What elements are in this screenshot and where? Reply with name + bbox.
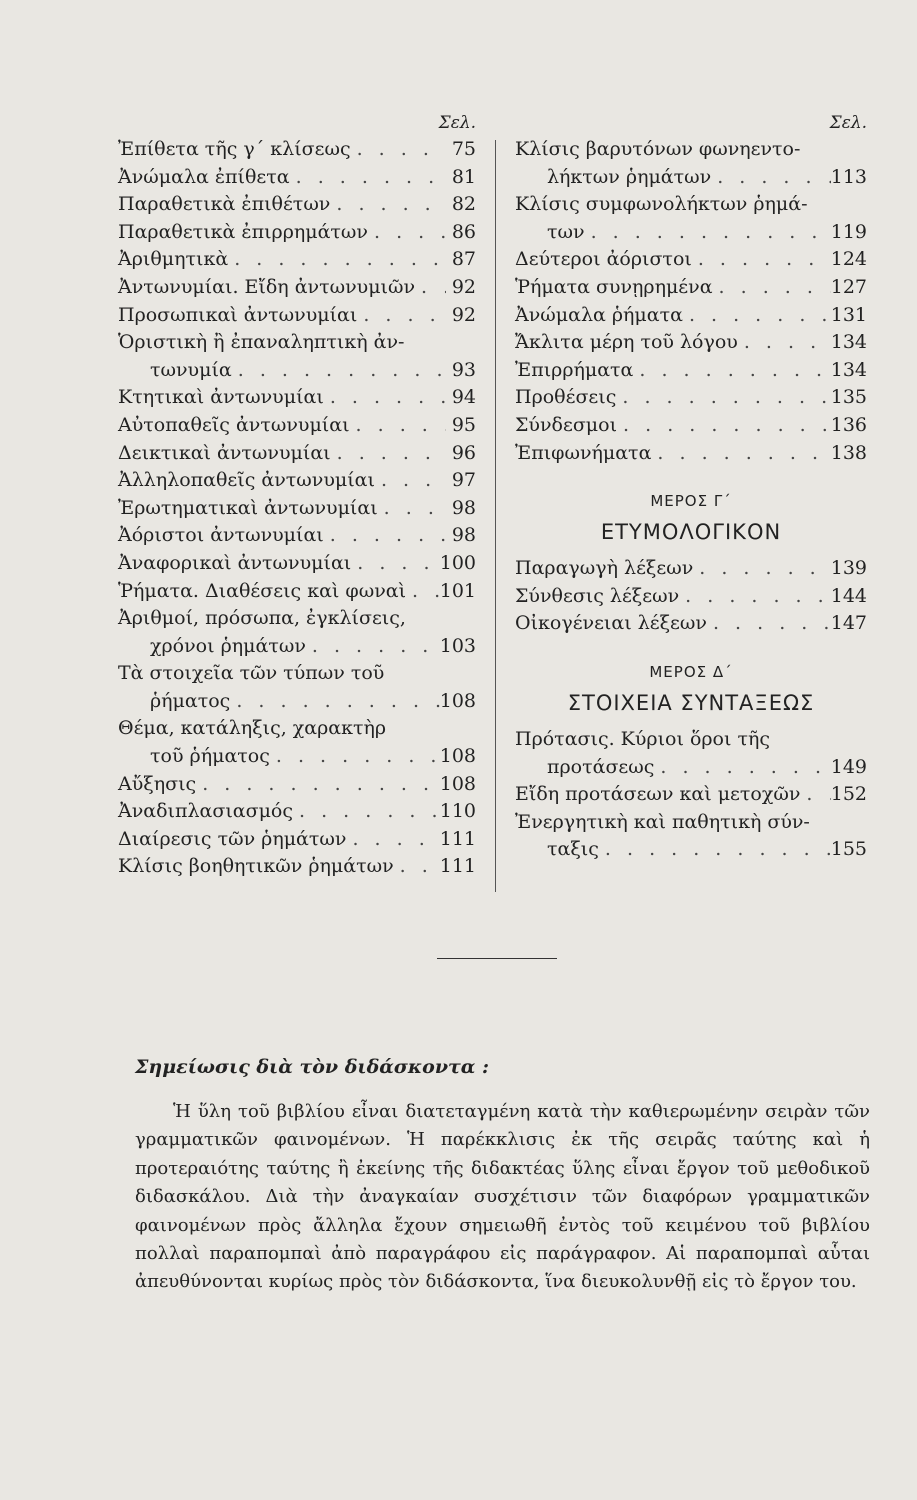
toc-entry-title: Ἐνεργητικὴ καὶ παθητικὴ σύν- [515,810,810,833]
section-name: ΣΤΟΙΧΕΙΑ ΣΥΝΤΑΞΕΩΣ [567,690,815,715]
toc-entry [515,440,867,468]
toc-entry-title: Ὁριστικὴ ἢ ἐπαναληπτικὴ ἀν- [118,331,405,354]
toc-page-number: 98 [451,524,476,547]
section-part-d [515,658,867,720]
toc-entry [118,329,476,384]
toc-entry [118,384,476,412]
dot-leader [351,136,446,164]
toc-page-number: 127 [830,275,867,298]
toc-entry-title: Παραγωγὴ λέξεων [515,557,694,580]
toc-entry [118,826,476,854]
dot-leader [324,384,446,412]
page-column-header: Σελ. [829,113,867,133]
toc-entry-title: Δεύτεροι ἀόριστοι [515,248,692,271]
toc-page-number: 75 [451,138,476,160]
toc-entry-title: Ἐπιφωνήματα [515,441,652,464]
toc-entry-title: Ἀριθμητικὰ [118,248,229,271]
toc-page-number: 92 [451,275,476,298]
dot-leader [228,246,446,274]
toc-entry-title: λήκτων ῥημάτων [547,165,712,188]
toc-page-number: 108 [439,772,476,795]
toc-entry [515,274,867,302]
toc-page-number: 136 [830,413,867,436]
toc-entry [118,660,476,715]
toc-page-number: 152 [830,783,867,806]
toc-entry [118,578,476,606]
toc-page-number: 92 [451,303,476,326]
toc-page-number: 131 [830,303,867,326]
toc-page-number: 82 [451,193,476,216]
dot-leader [346,826,439,854]
toc-page-number: 147 [830,612,867,635]
toc-entry-title: Αὔξησις [118,772,197,795]
dot-leader [616,384,830,412]
toc-entry [515,302,867,330]
toc-entry [118,136,476,164]
toc-page-number: 97 [451,469,476,492]
dot-leader [692,246,831,274]
toc-page-number: 144 [830,584,867,607]
toc-entry-title: Τὰ στοιχεῖα τῶν τύπων τοῦ [118,662,385,685]
toc-page-number: 111 [439,855,476,878]
section-name: ΕΤΥΜΟΛΟΓΙΚΟΝ [600,520,782,545]
toc-entry-title: ταξις [547,838,599,861]
toc-page-number: 103 [439,634,476,657]
toc-page-number: 119 [830,220,867,243]
dot-leader [683,302,831,330]
toc-entry-title: Θέμα, κατάληξις, χαρακτὴρ [118,717,387,740]
toc-page-number: 93 [451,358,476,381]
toc-page-number: 110 [439,800,476,823]
dot-leader [800,781,830,809]
toc-entry [118,302,476,330]
toc-entry [515,329,867,357]
toc-entry-title: Ἐπίθετα τῆς γ΄ κλίσεως [118,138,351,160]
toc-page-number: 100 [439,551,476,574]
section-title: ΜΕΡΟΣ Γ΄ [650,492,732,511]
dot-leader [350,412,446,440]
toc-entry [118,550,476,578]
toc-list [118,136,476,881]
toc-list [515,555,867,638]
toc-page-number: 124 [830,248,867,271]
toc-page-number: 87 [451,248,476,271]
toc-page-number: 134 [830,358,867,381]
toc-entry-title: Ῥήματα συνῃρημένα [515,275,713,298]
dot-leader [654,754,830,782]
toc-entry [118,853,476,881]
toc-entry [515,357,867,385]
toc-entry-title: χρόνοι ῥημάτων [150,634,306,657]
dot-leader [232,357,446,385]
dot-leader [293,798,440,826]
toc-entry [118,798,476,826]
dot-leader [378,495,446,523]
dot-leader [713,274,831,302]
toc-entry [515,781,867,809]
toc-entry [118,715,476,770]
column-divider [495,140,496,892]
toc-entry-title: Προσωπικαὶ ἀντωνυμίαι [118,303,358,326]
section-part-c [515,487,867,549]
dot-leader [324,522,446,550]
toc-entry-title: Σύνθεσις λέξεων [515,584,680,607]
toc-page-number: 94 [451,386,476,409]
toc-entry-title: Προθέσεις [515,386,617,409]
toc-entry [118,219,476,247]
toc-page-number: 113 [830,165,867,188]
toc-entry-title: Διαίρεσις τῶν ῥημάτων [118,827,347,850]
toc-entry [118,274,476,302]
toc-entry-title: Ἀναδιπλασιασμός [118,800,293,823]
dot-leader [651,440,830,468]
dot-leader [270,743,440,771]
dot-leader [599,836,831,864]
toc-page-number: 134 [830,331,867,354]
toc-entry-title: τωνυμία [150,358,232,381]
toc-entry-title: Κλίσις βοηθητικῶν ῥημάτων [118,855,394,878]
toc-entry-title: Παραθετικὰ ἐπιρρημάτων [118,220,368,243]
toc-entry-title: Κλίσις βαρυτόνων φωνηεντο- [515,138,801,160]
dot-leader [415,274,446,302]
toc-entry [118,246,476,274]
dot-leader [230,688,439,716]
dot-leader [290,164,446,192]
toc-entry [118,467,476,495]
toc-entry-title: Οἰκογένειαι λέξεων [515,612,707,635]
toc-entry [515,555,867,583]
toc-entry-title: ῥήματος [150,689,231,712]
toc-entry-title: Ἀλληλοπαθεῖς ἀντωνυμίαι [118,469,375,492]
toc-entry [118,412,476,440]
toc-right-column [515,110,867,864]
toc-entry-title: Πρότασις. Κύριοι ὅροι τῆς [515,727,771,750]
dot-leader [368,219,446,247]
section-title: ΜΕΡΟΣ Δ΄ [649,662,733,681]
toc-page-number: 149 [830,755,867,778]
toc-entry-title: Ἀριθμοί, πρόσωπα, ἐγκλίσεις, [118,607,406,630]
toc-page-number: 139 [830,557,867,580]
toc-entry-title: Κτητικαὶ ἀντωνυμίαι [118,386,324,409]
dot-leader [738,329,831,357]
toc-entry [118,164,476,192]
dot-leader [196,771,440,799]
dot-leader [357,302,446,330]
dot-leader [406,578,440,606]
toc-entry [118,191,476,219]
toc-page-number: 96 [451,441,476,464]
toc-page-number: 101 [439,579,476,602]
toc-entry-title: Ἐρωτηματικαὶ ἀντωνυμίαι [118,496,378,519]
toc-entry [118,495,476,523]
toc-entry-title: Παραθετικὰ ἐπιθέτων [118,193,331,216]
toc-entry-title: Δεικτικαὶ ἀντωνυμίαι [118,441,331,464]
dot-leader [693,555,830,583]
toc-entry [515,809,867,864]
toc-entry-title: Ἀναφορικαὶ ἀντωνυμίαι [118,551,352,574]
toc-entry [118,522,476,550]
toc-page-number: 155 [830,838,867,861]
toc-list [515,136,867,467]
toc-page-number: 95 [451,413,476,436]
toc-entry [515,726,867,781]
page-column-header: Σελ. [438,113,476,133]
toc-entry-title: Ἀνώμαλα ῥήματα [515,303,683,326]
toc-entry-title: των [547,220,585,243]
dot-leader [711,164,831,192]
toc-entry [515,246,867,274]
toc-entry-title: Σύνδεσμοι [515,413,618,436]
toc-entry-title: τοῦ ῥήματος [150,745,270,768]
toc-entry [515,583,867,611]
toc-entry-title: Ῥήματα. Διαθέσεις καὶ φωναὶ [118,579,407,602]
note-paragraph: Ἡ ὕλη τοῦ βιβλίου εἶναι διατεταγμένη κατὰ τὴν καθιερωμένην σειρὰν τῶν γραμματικῶν φαινομένων. Ἡ παρέκκλισις ἐκ τῆς σειρᾶς ταύτης καὶ ἡ προτεραιότης ταύτης ἢ ἐκείνης τῆς διδακτέας ὕλης εἶναι ἔργον τοῦ μεθοδικοῦ διδασκάλου. Διὰ τὴν ἀναγκαίαν συσχέτισιν τῶν διαφόρων γραμματικῶν φαινομένων πρὸς ἄλληλα ἔχουν σημειωθῆ ἐντὸς τοῦ κειμένου τοῦ βιβλίου πολλαὶ παραπομπαὶ ἀπὸ παραγράφου εἰς παράγραφον. Αἱ παραπομπαὶ αὗται ἀπευθύνονται κυρίως πρὸς τὸν διδάσκοντα, ἵνα διευκολυνθῇ εἰς τὸ ἔργον του. [135,1101,870,1293]
dot-leader [679,583,831,611]
toc-entry [515,610,867,638]
toc-entry [118,440,476,468]
dot-leader [707,610,831,638]
dot-leader [351,550,440,578]
toc-entry-title: Ἀντωνυμίαι. Εἴδη ἀντωνυμιῶν [118,275,416,298]
toc-entry-title: Αὐτοπαθεῖς ἀντωνυμίαι [118,413,350,436]
dot-leader [306,633,440,661]
separator-rule [437,958,557,959]
toc-entry-title: προτάσεως [547,755,655,778]
toc-left-column [118,110,476,881]
dot-leader [375,467,446,495]
dot-leader [330,191,446,219]
toc-entry-title: Ἄκλιτα μέρη τοῦ λόγου [515,331,738,354]
toc-entry [118,605,476,660]
toc-page-number: 98 [451,496,476,519]
toc-entry [515,191,867,246]
dot-leader [394,853,440,881]
note-heading: Σημείωσις διὰ τὸν διδάσκοντα : [135,1056,490,1078]
toc-page-number: 108 [439,689,476,712]
toc-page-number: 86 [451,220,476,243]
teacher-note [135,1098,870,1297]
toc-page-number: 111 [439,827,476,850]
dot-leader [331,440,446,468]
toc-entry-title: Ἀνώμαλα ἐπίθετα [118,165,290,188]
dot-leader [617,412,831,440]
dot-leader [633,357,830,385]
toc-page-number: 81 [451,165,476,188]
toc-entry-title: Ἐπιρρήματα [515,358,634,381]
toc-page-number: 108 [439,745,476,768]
toc-list [515,726,867,864]
toc-entry [515,384,867,412]
toc-entry-title: Ἀόριστοι ἀντωνυμίαι [118,524,324,547]
dot-leader [585,219,831,247]
toc-page-number: 138 [830,441,867,464]
toc-entry-title: Εἴδη προτάσεων καὶ μετοχῶν [515,783,801,806]
toc-entry [515,136,867,191]
toc-entry [118,771,476,799]
toc-entry [515,412,867,440]
toc-entry-title: Κλίσις συμφωνολήκτων ῥημά- [515,193,808,216]
toc-page-number: 135 [830,386,867,409]
